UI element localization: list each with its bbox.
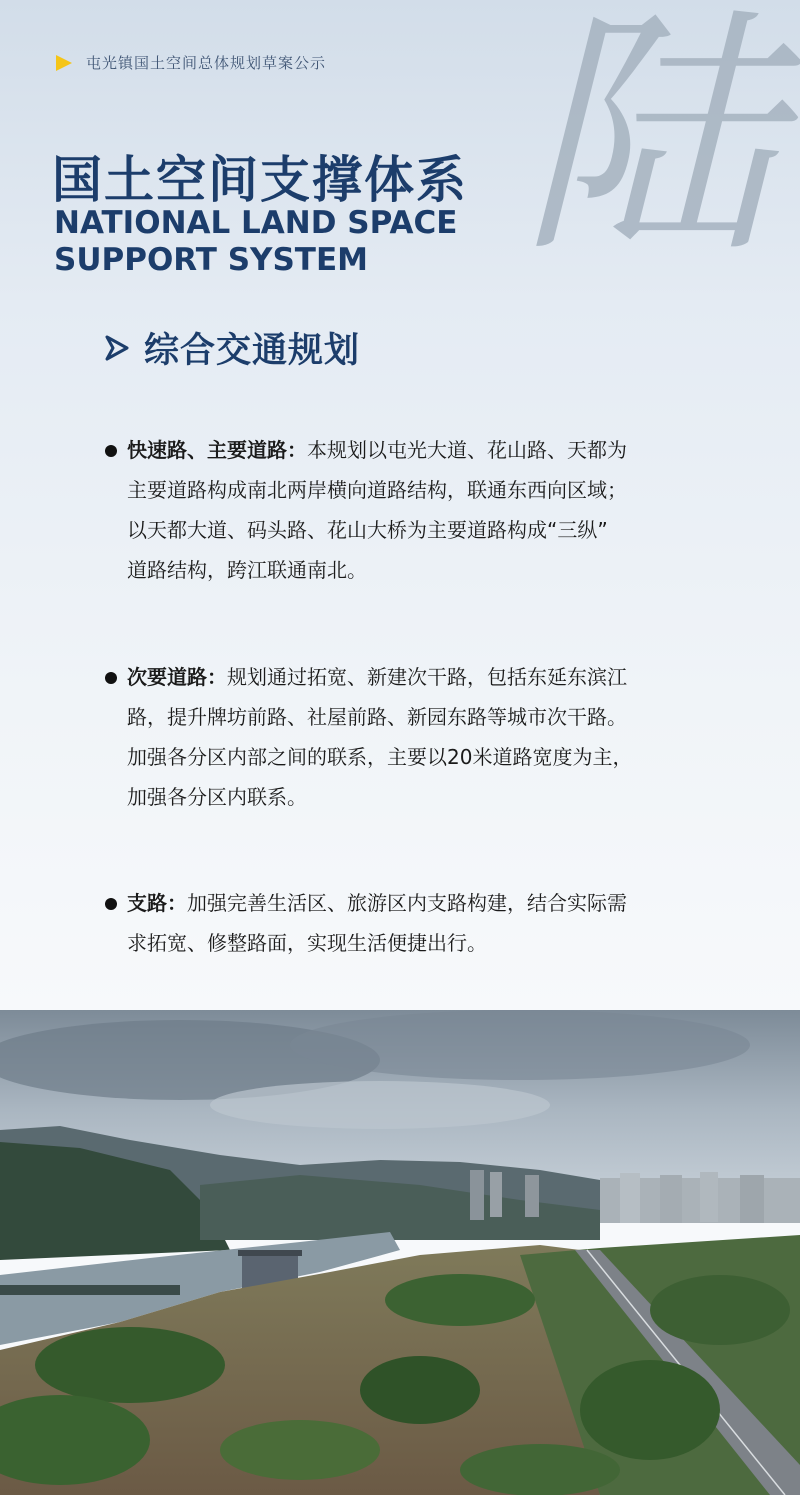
paragraph-branch-road [105, 883, 715, 963]
title-en-line2: SUPPORT SYSTEM [54, 242, 368, 278]
paragraph-heading: 快速路、主要道路： [127, 438, 307, 462]
paragraph-heading: 支路： [127, 891, 187, 915]
paragraph-heading: 次要道路： [127, 665, 227, 689]
paragraph-expressway [105, 430, 715, 590]
bullet-icon [105, 898, 117, 910]
triangle-icon [56, 55, 72, 71]
bullet-icon [105, 672, 117, 684]
subsection-heading [104, 323, 360, 373]
paragraph-body: 规划通过拓宽、新建次干路，包括东延东滨江 路，提升牌坊前路、社屋前路、新园东路等城市次干路。 加强各分区内部之间的联系，主要以20米道路宽度为主， 加强各分区内联系。 [127, 665, 633, 809]
paragraph-body: 加强完善生活区、旅游区内支路构建，结合实际需 求拓宽、修整路面，实现生活便捷出行。 [127, 891, 627, 955]
watermark-character: 陆 [520, 0, 778, 287]
header-text: 屯光镇国土空间总体规划草案公示 [86, 54, 327, 72]
aerial-photo [0, 1010, 800, 1495]
title-en-line1: NATIONAL LAND SPACE [54, 205, 458, 241]
paragraph-secondary-road [105, 657, 715, 817]
paragraph-body: 本规划以屯光大道、花山路、天都为 主要道路构成南北两岸横向道路结构，联通东西向区域； 以天都大道、码头路、花山大桥为主要道路构成“三纵” 道路结构，跨江联通南北。 [127, 438, 627, 582]
header-line [56, 52, 326, 73]
chevron-right-icon [104, 334, 130, 362]
aerial-landscape-image [0, 1010, 800, 1495]
page-title-english [54, 205, 474, 279]
subsection-title: 综合交通规划 [144, 331, 361, 371]
bullet-icon [105, 445, 117, 457]
page-title: 国土空间支撑体系 [52, 151, 468, 209]
